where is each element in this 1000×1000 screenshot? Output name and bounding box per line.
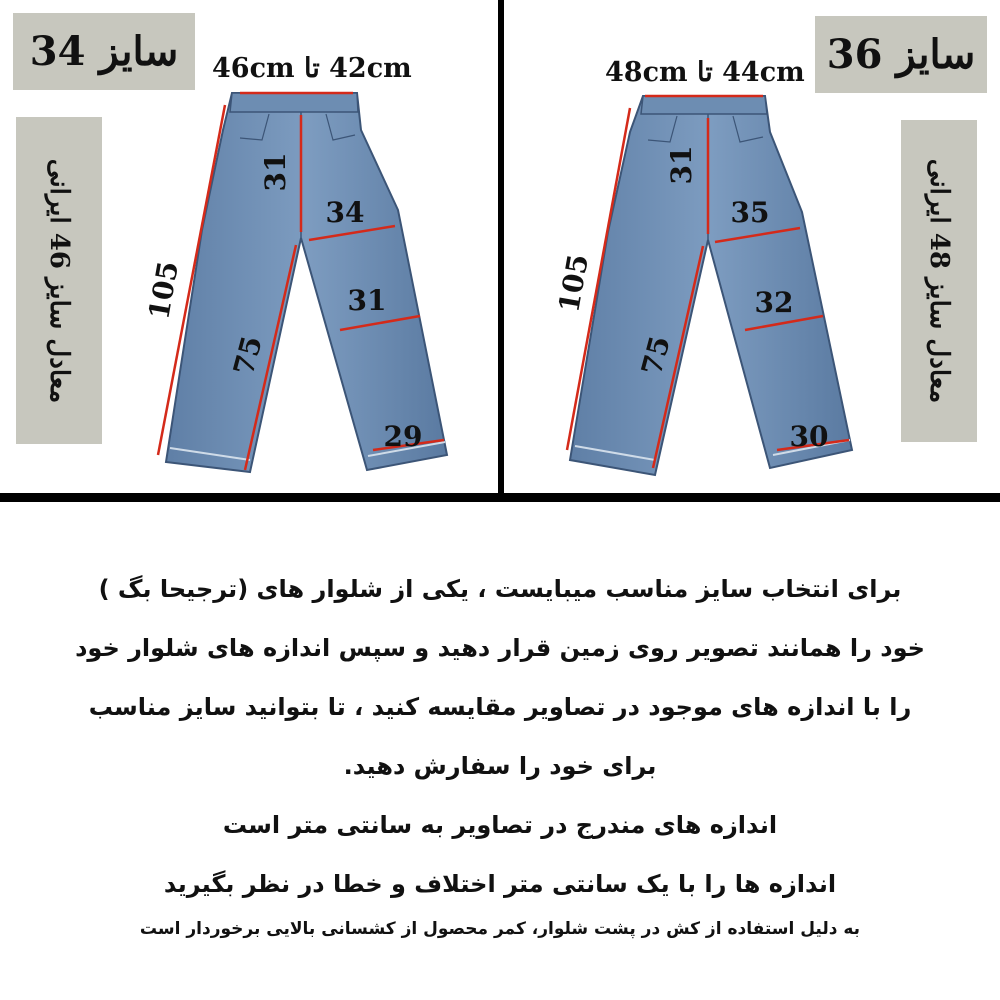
- jeans-illustration: [570, 96, 852, 475]
- jeans-illustration: [166, 93, 447, 472]
- size-label: سایز 36: [815, 16, 987, 93]
- waist-measurement: 44cm تا 48cm: [605, 57, 805, 88]
- jeans-diagram: [0, 0, 500, 500]
- rise-label: 31: [259, 152, 292, 192]
- instruction-line: اندازه های مندرج در تصاویر به سانتی متر است: [222, 811, 778, 839]
- size-label: سایز 34: [13, 13, 195, 90]
- jeans-diagram: [505, 0, 1000, 500]
- instruction-line: برای انتخاب سایز مناسب میبایست ، یکی از شلوار های (ترجیحا بگ ): [98, 575, 902, 603]
- equivalent-size-label: معادل سایز 48 ایرانی: [901, 120, 977, 442]
- vertical-divider: [498, 0, 504, 500]
- instruction-line: برای خود را سفارش دهید.: [343, 752, 657, 780]
- knee-label: 32: [754, 286, 794, 319]
- equivalent-size-label: معادل سایز 46 ایرانی: [16, 117, 102, 444]
- size-36-panel: [505, 0, 1000, 500]
- thigh-label: 35: [730, 196, 770, 229]
- total-length-label: 105: [552, 251, 595, 315]
- instruction-line: را با اندازه های موجود در تصاویر مقایسه کنید ، تا بتوانید سایز مناسب: [88, 693, 912, 721]
- thigh-label: 34: [325, 196, 365, 229]
- size-34-panel: [0, 0, 500, 500]
- instruction-line: اندازه ها را با یک سانتی متر اختلاف و خطا در نظر بگیرید: [163, 870, 837, 898]
- horizontal-divider: [0, 493, 1000, 502]
- hem-label: 30: [789, 420, 829, 453]
- inseam-label: 75: [634, 332, 677, 379]
- size-guide-instructions: [20, 560, 980, 944]
- inseam-label: 75: [226, 332, 269, 379]
- rise-label: 31: [665, 145, 698, 185]
- instruction-line: خود را همانند تصویر روی زمین قرار دهید و سپس اندازه های شلوار خود: [75, 634, 925, 662]
- waist-measurement: 42cm تا 46cm: [212, 53, 412, 84]
- hem-label: 29: [383, 420, 423, 453]
- total-length-label: 105: [142, 258, 185, 322]
- elastic-waist-note: به دلیل استفاده از کش در پشت شلوار، کمر محصول از کشسانی بالایی برخوردار است: [139, 919, 861, 939]
- knee-label: 31: [347, 284, 387, 317]
